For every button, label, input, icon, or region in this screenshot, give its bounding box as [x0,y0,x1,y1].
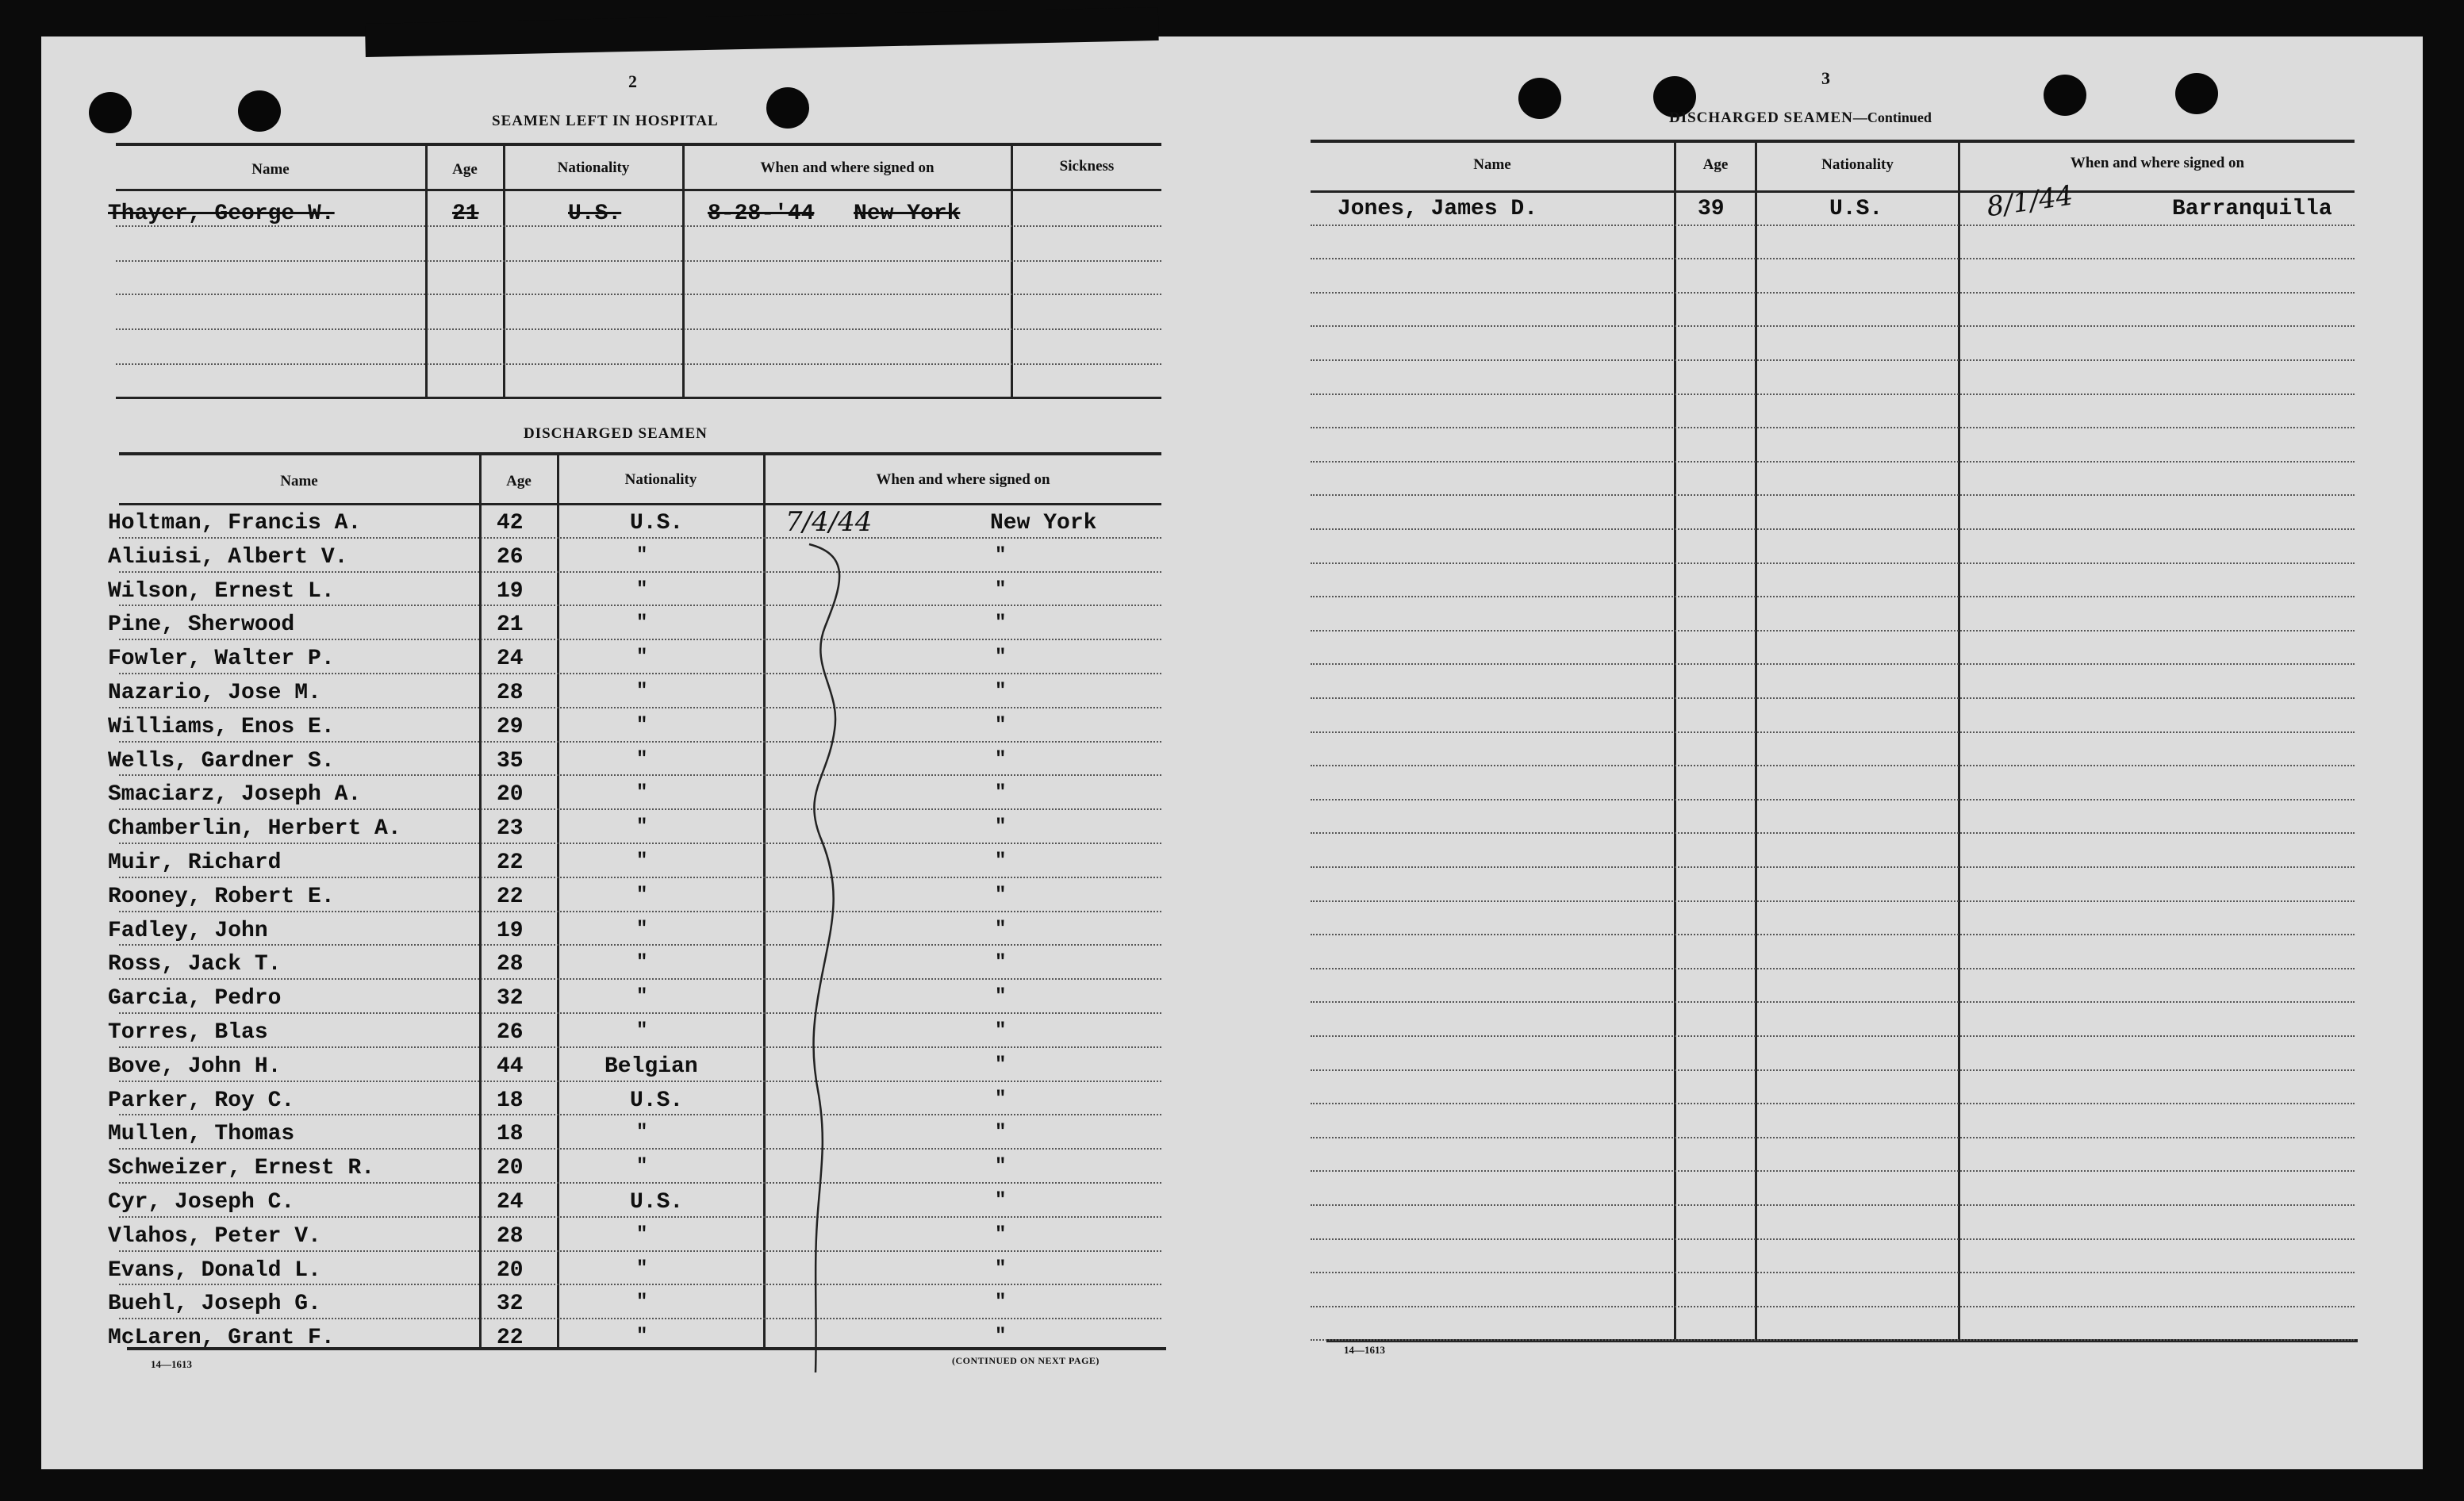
seaman-name: Buehl, Joseph G. [108,1292,321,1316]
discharged-title-text: DISCHARGED SEAMEN [1669,109,1853,126]
column-header-sickness: Sickness [1059,158,1115,175]
punch-hole [238,90,281,132]
page-number: 2 [628,71,637,91]
seaman-signed-place: " [995,545,1007,566]
seaman-name: Fowler, Walter P. [108,647,335,671]
seaman-signed-place: " [995,715,1007,736]
seaman-age: 29 [497,715,524,739]
form-number: 14—1613 [151,1358,192,1370]
document-sheet [41,36,2423,1469]
seaman-name: Mullen, Thomas [108,1122,295,1146]
seaman-nationality: " [636,545,648,566]
seaman-age: 26 [497,1020,524,1045]
column-header-nationality: Nationality [624,471,697,488]
seaman-name: Parker, Roy C. [108,1088,295,1113]
seaman-signed-place: " [995,1054,1007,1076]
hospital-row-signed-date: 8-28-'44 [708,202,815,226]
seaman-signed-place: " [995,612,1007,634]
seaman-name: Bove, John H. [108,1054,282,1079]
seaman-signed-place: " [995,919,1007,940]
seaman-nationality: " [636,1292,648,1313]
hospital-row-signed-place: New York [854,202,961,226]
discharged-continued-title [1669,109,1932,127]
seaman-signed-place: " [995,1190,1007,1211]
seaman-age: 20 [497,1156,524,1180]
seaman-name: Holtman, Francis A. [108,511,362,536]
seaman-nationality: " [636,1326,648,1347]
seaman-signed-place: " [995,647,1007,668]
seaman-age: 19 [497,579,524,604]
column-header-signed-on: When and where signed on [760,159,935,176]
right-row-nationality: U.S. [1829,197,1883,221]
seaman-age: 18 [497,1122,524,1146]
seaman-nationality: " [636,1156,648,1177]
seaman-name: Vlahos, Peter V. [108,1224,321,1249]
seaman-nationality: " [636,782,648,804]
seaman-signed-place: " [995,1326,1007,1347]
seaman-name: Muir, Richard [108,850,282,875]
seaman-nationality: " [636,816,648,838]
column-header-signed-on: When and where signed on [876,471,1050,488]
seaman-age: 24 [497,647,524,671]
handwritten-signed-date: 8/1/44 [1984,179,2075,224]
seaman-age: 22 [497,1326,524,1350]
seaman-nationality: " [636,1258,648,1280]
punch-hole [2044,75,2086,116]
seaman-nationality: U.S. [630,511,684,536]
form-number: 14—1613 [1344,1344,1385,1356]
punch-hole [89,92,132,133]
seaman-nationality: U.S. [630,1190,684,1215]
seaman-signed-place: " [995,681,1007,702]
column-header-name: Name [1473,156,1511,173]
hospital-section-title: SEAMEN LEFT IN HOSPITAL [492,113,719,129]
seaman-age: 23 [497,816,524,841]
right-row-signed-place: Barranquilla [2172,197,2332,221]
seaman-age: 19 [497,919,524,943]
seaman-name: Cyr, Joseph C. [108,1190,295,1215]
seaman-nationality: " [636,715,648,736]
seaman-signed-place: " [995,782,1007,804]
seaman-age: 35 [497,749,524,774]
seaman-signed-place: " [995,1224,1007,1246]
right-row-name: Jones, James D. [1338,197,1538,221]
seaman-nationality: " [636,612,648,634]
seaman-signed-place: " [995,1088,1007,1110]
seaman-age: 20 [497,782,524,807]
seaman-age: 28 [497,681,524,705]
seaman-age: 18 [497,1088,524,1113]
seaman-name: Evans, Donald L. [108,1258,321,1283]
column-header-name: Name [280,473,318,489]
column-header-age: Age [1702,156,1729,173]
right-row-age: 39 [1698,197,1725,221]
seaman-nationality: " [636,579,648,601]
seaman-name: Garcia, Pedro [108,986,282,1011]
seaman-nationality: " [636,681,648,702]
seaman-signed-place: " [995,1020,1007,1042]
column-header-age: Age [506,473,532,489]
seaman-nationality: U.S. [630,1088,684,1113]
seaman-nationality: " [636,919,648,940]
seaman-nationality: " [636,885,648,906]
seaman-signed-place: " [995,1122,1007,1143]
seaman-nationality: " [636,986,648,1008]
seaman-signed-place: " [995,1292,1007,1313]
column-header-age: Age [452,161,478,178]
seaman-nationality: " [636,1020,648,1042]
column-header-nationality: Nationality [557,159,630,176]
seaman-age: 21 [497,612,524,637]
hospital-row-age: 21 [452,202,479,226]
seaman-signed-place: " [995,749,1007,770]
seaman-name: Nazario, Jose M. [108,681,321,705]
seaman-name: Torres, Blas [108,1020,268,1045]
seaman-name: Schweizer, Ernest R. [108,1156,375,1180]
seaman-name: McLaren, Grant F. [108,1326,335,1350]
hospital-row-nationality: U.S. [568,202,622,226]
seaman-signed-place: " [995,1156,1007,1177]
seaman-age: 42 [497,511,524,536]
seaman-name: Smaciarz, Joseph A. [108,782,362,807]
discharged-section-title: DISCHARGED SEAMEN [524,425,708,442]
handwritten-signed-date: 7/4/44 [785,506,873,538]
seaman-name: Pine, Sherwood [108,612,295,637]
page-number: 3 [1821,68,1830,88]
seaman-nationality: " [636,1122,648,1143]
seaman-age: 22 [497,850,524,875]
seaman-name: Williams, Enos E. [108,715,335,739]
hospital-row-name: Thayer, George W. [108,202,335,226]
seaman-age: 28 [497,1224,524,1249]
seaman-nationality: " [636,850,648,872]
seaman-signed-place: " [995,885,1007,906]
seaman-signed-place: " [995,986,1007,1008]
seaman-age: 22 [497,885,524,909]
title-continued-suffix: —Continued [1852,109,1932,125]
seaman-nationality: " [636,647,648,668]
seaman-name: Fadley, John [108,919,268,943]
column-header-name: Name [251,161,290,178]
seaman-nationality: " [636,1224,648,1246]
seaman-name: Wells, Gardner S. [108,749,335,774]
seaman-nationality: " [636,952,648,973]
handwritten-ditto-line [777,539,873,1380]
seaman-signed-place: New York [990,511,1097,536]
punch-hole [2175,73,2218,114]
seaman-signed-place: " [995,850,1007,872]
seaman-age: 32 [497,1292,524,1316]
seaman-age: 24 [497,1190,524,1215]
seaman-name: Ross, Jack T. [108,952,282,977]
seaman-name: Wilson, Ernest L. [108,579,335,604]
seaman-age: 28 [497,952,524,977]
seaman-name: Rooney, Robert E. [108,885,335,909]
column-header-nationality: Nationality [1821,156,1894,173]
seaman-signed-place: " [995,1258,1007,1280]
seaman-nationality: " [636,749,648,770]
seaman-name: Chamberlin, Herbert A. [108,816,401,841]
seaman-name: Aliuisi, Albert V. [108,545,348,570]
seaman-signed-place: " [995,952,1007,973]
seaman-age: 32 [497,986,524,1011]
seaman-nationality: Belgian [604,1054,698,1079]
continued-note: (CONTINUED ON NEXT PAGE) [952,1355,1100,1366]
punch-hole [1518,78,1561,119]
seaman-signed-place: " [995,816,1007,838]
seaman-age: 20 [497,1258,524,1283]
punch-hole [766,87,809,129]
seaman-age: 44 [497,1054,524,1079]
column-header-signed-on: When and where signed on [2070,155,2245,171]
seaman-signed-place: " [995,579,1007,601]
seaman-age: 26 [497,545,524,570]
